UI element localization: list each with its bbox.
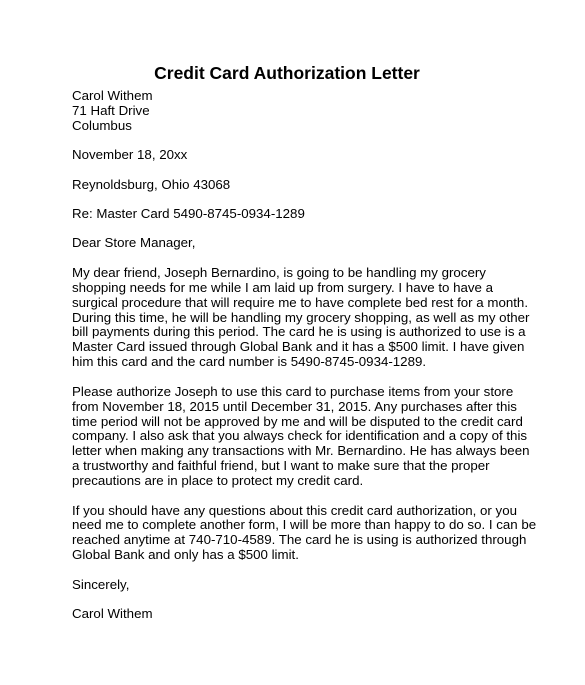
paragraph-line: need me to complete another form, I will be more than happy to do so. I can be	[72, 517, 537, 533]
subject-block	[72, 207, 532, 222]
paragraph-line: bill payments during this period. The card he is using is authorized to use is a	[72, 324, 526, 340]
paragraph-line: Global Bank and only has a $500 limit.	[72, 547, 299, 563]
paragraph-line: him this card and the card number is 5490-8745-0934-1289.	[72, 354, 427, 370]
paragraph-line: from November 18, 2015 until December 31, 2015. Any purchases after this	[72, 398, 517, 414]
paragraph-line: surgical procedure that will require me to have complete bed rest for a month.	[72, 294, 529, 310]
closing-block	[72, 578, 532, 593]
paragraph-line: shopping needs for me while I am laid up from surgery. I have to have a	[72, 279, 494, 295]
paragraph-2	[72, 385, 532, 489]
letter-date: November 18, 20xx	[72, 147, 188, 163]
paragraph-line: Please authorize Joseph to use this card to purchase items from your store	[72, 383, 514, 399]
paragraph-line: My dear friend, Joseph Bernardino, is going to be handling my grocery	[72, 264, 486, 280]
signature-name: Carol Withem	[72, 606, 153, 622]
recipient-city: Reynoldsburg, Ohio 43068	[72, 176, 231, 192]
sender-city: Columbus	[72, 117, 132, 133]
paragraph-line: During this time, he will be handling my grocery shopping, as well as my other	[72, 309, 530, 325]
letter-date-block	[72, 148, 532, 163]
paragraph-line: If you should have any questions about this credit card authorization, or you	[72, 502, 517, 518]
salutation-block	[72, 236, 532, 251]
sender-name: Carol Withem	[72, 88, 153, 103]
paragraph-line: Master Card issued through Global Bank and it has a $500 limit. I have given	[72, 339, 525, 355]
paragraph-line: time period will not be approved by me and will be disputed to the credit card	[72, 413, 523, 429]
sender-address	[72, 89, 532, 134]
paragraph-line: reached anytime at 740-710-4589. The card he is using is authorized through	[72, 532, 527, 548]
letter-body	[72, 88, 537, 622]
paragraph-1	[72, 266, 532, 370]
paragraph-line: a trustworthy and faithful friend, but I want to make sure that the proper	[72, 458, 490, 474]
salutation: Dear Store Manager,	[72, 235, 196, 251]
sender-street: 71 Haft Drive	[72, 102, 150, 118]
paragraph-3	[72, 502, 537, 564]
paragraph-line: company. I also ask that you always check for identification and a copy of this	[72, 428, 528, 444]
paragraph-line: precautions are in place to protect my credit card.	[72, 473, 364, 489]
recipient-address-block	[72, 178, 532, 193]
signature-block	[72, 607, 532, 622]
subject-line: Re: Master Card 5490-8745-0934-1289	[72, 206, 305, 222]
letter-title: Credit Card Authorization Letter	[154, 63, 420, 83]
closing: Sincerely,	[72, 576, 130, 592]
paragraph-line: letter when making any transactions with Mr. Bernardino. He has always been	[72, 443, 530, 459]
